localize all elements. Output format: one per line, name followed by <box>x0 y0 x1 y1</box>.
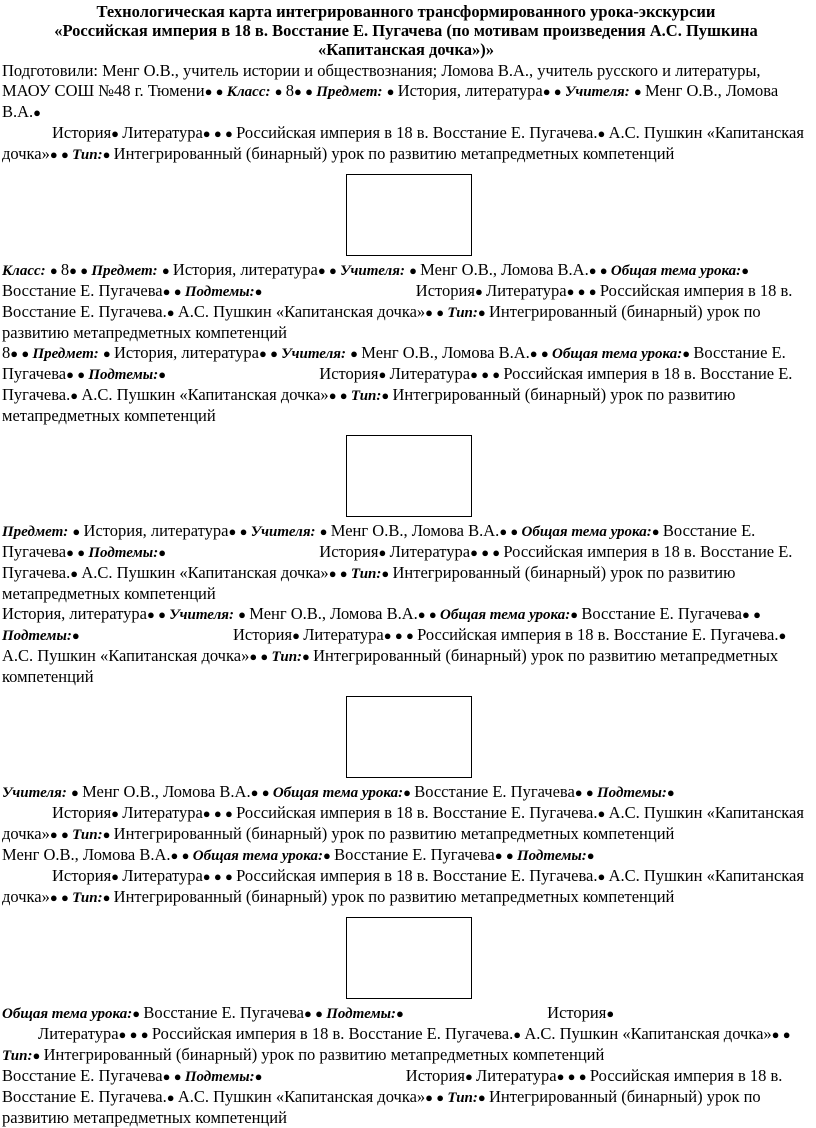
label-subject: Предмет: <box>316 84 383 100</box>
paragraph: Общая тема урока:● Восстание Е. Пугачева● ● Подтемы:● История● Литература● ● ● Российская империя в 18 в. Восстание Е. Пугачева.● А.С. Пушкин «Капитанская дочка»● ● Тип:● Интегрированный (бинарный) урок по развитию метапредметных компетенций <box>2 1003 791 1064</box>
class-value: 8 <box>60 260 70 279</box>
label-type: Тип: <box>72 147 103 163</box>
topic-value: Восстание Е. Пугачева <box>143 1003 304 1022</box>
literature-text: Литература <box>122 803 203 822</box>
label-subject: Предмет: <box>91 263 158 279</box>
type-value: Интегрированный (бинарный) урок по развитию метапредметных компетенций <box>2 1087 761 1127</box>
pushkin-text: А.С. Пушкин «Капитанская дочка» <box>2 123 804 163</box>
paragraph: 8● ● Предмет: ● История, литература● ● Учителя: ● Менг О.В., Ломова В.А.● ● Общая тема урока:● Восстание Е. Пугачева● ● Подтемы:● История● Литература● ● ● Российская империя в 18 в. Восстание Е. Пугачева.● А.С. Пушкин «Капитанская дочка»● ● Тип:● Интегрированный (бинарный) урок по развитию метапредметных компетенций <box>2 343 793 425</box>
subject-value: История, литература <box>172 260 318 279</box>
history-text: История <box>52 866 112 885</box>
pushkin-text: А.С. Пушкин «Капитанская дочка» <box>524 1024 772 1043</box>
label-subject: Предмет: <box>32 346 99 362</box>
literature-text: Литература <box>389 364 471 383</box>
label-subtopics: Подтемы: <box>88 367 159 383</box>
label-subject: Предмет: <box>2 524 69 540</box>
type-value: Интегрированный (бинарный) урок по развитию метапредметных компетенций <box>2 385 736 425</box>
history-text: История <box>405 1066 465 1085</box>
pushkin-text: А.С. Пушкин «Капитанская дочка» <box>2 803 804 843</box>
label-topic: Общая тема урока: <box>192 848 324 864</box>
literature-text: Литература <box>122 123 203 142</box>
pushkin-text: А.С. Пушкин «Капитанская дочка» <box>2 646 250 665</box>
title-line: «Капитанская дочка»)» <box>318 40 494 59</box>
type-value: Интегрированный (бинарный) урок по развитию метапредметных компетенций <box>43 1045 605 1064</box>
topic-value: Восстание Е. Пугачева <box>2 281 163 300</box>
image-placeholder <box>346 917 472 999</box>
label-topic: Общая тема урока: <box>272 785 404 801</box>
type-value: Интегрированный (бинарный) урок по развитию метапредметных компетенций <box>2 646 779 686</box>
title-line: Технологическая карта интегрированного трансформированного урока-экскурсии <box>96 2 716 21</box>
label-subtopics: Подтемы: <box>184 284 255 300</box>
pushkin-text: А.С. Пушкин «Капитанская дочка» <box>2 866 804 906</box>
label-teachers: Учителя: <box>2 785 67 801</box>
empire-text: Российская империя в 18 в. Восстание Е. Пугачева. <box>2 281 793 321</box>
paragraph: Класс: ● 8● ● Предмет: ● История, литература● ● Учителя: ● Менг О.В., Ломова В.А.● ● Общая тема урока:● Восстание Е. Пугачева● ● Подтемы:● История● Литература● ● ● Российская империя в 18 в. Восстание Е. Пугачева.● А.С. Пушкин «Капитанская дочка»● ● Тип:● Интегрированный (бинарный) урок по развитию метапредметных компетенций <box>2 260 793 342</box>
type-value: Интегрированный (бинарный) урок по развитию метапредметных компетенций <box>113 887 675 906</box>
topic-value: Восстание Е. Пугачева <box>2 521 756 561</box>
teachers-value: Менг О.В., Ломова В.А. <box>249 604 418 623</box>
pushkin-text: А.С. Пушкин «Капитанская дочка» <box>177 302 426 321</box>
label-teachers: Учителя: <box>169 607 235 623</box>
empire-text: Российская империя в 18 в. Восстание Е. Пугачева. <box>417 625 779 644</box>
subject-value: История, литература <box>114 343 259 362</box>
label-class: Класс: <box>226 84 271 100</box>
authors-text: Подготовили: Менг О.В., учитель истории и обществознания; Ломова В.А., учитель русского и литературы, МАОУ СОШ №48 г. Тюмени <box>2 61 761 100</box>
type-value: Интегрированный (бинарный) урок по развитию метапредметных компетенций <box>113 144 675 163</box>
topic-value: Восстание Е. Пугачева <box>581 604 742 623</box>
paragraph: Восстание Е. Пугачева● ● Подтемы:● История● Литература● ● ● Российская империя в 18 в. Восстание Е. Пугачева.● А.С. Пушкин «Капитанская дочка»● ● Тип:● Интегрированный (бинарный) урок по развитию метапредметных компетенций <box>2 1066 783 1127</box>
teachers-value: Менг О.В., Ломова В.А. <box>361 343 530 362</box>
subject-value: История, литература <box>83 521 229 540</box>
label-class: Класс: <box>2 263 46 279</box>
literature-text: Литература <box>389 542 471 561</box>
empire-text: Российская империя в 18 в. Восстание Е. Пугачева. <box>236 123 598 142</box>
label-type: Тип: <box>447 1090 478 1106</box>
history-text: История <box>319 364 379 383</box>
label-type: Тип: <box>271 649 303 665</box>
image-placeholder <box>346 435 472 517</box>
subject-value: История, литература <box>397 81 543 100</box>
literature-text: Литература <box>303 625 384 644</box>
pushkin-text: А.С. Пушкин «Капитанская дочка» <box>81 563 329 582</box>
literature-text: Литература <box>476 1066 557 1085</box>
empire-text: Российская империя в 18 в. Восстание Е. Пугачева. <box>2 1066 783 1106</box>
type-value: Интегрированный (бинарный) урок по развитию метапредметных компетенций <box>2 302 761 342</box>
literature-text: Литература <box>122 866 203 885</box>
teachers-value: Менг О.В., Ломова В.А. <box>330 521 500 540</box>
label-subtopics: Подтемы: <box>597 785 667 801</box>
history-text: История <box>319 542 379 561</box>
label-topic: Общая тема урока: <box>521 524 652 540</box>
label-topic: Общая тема урока: <box>610 263 742 279</box>
type-value: Интегрированный (бинарный) урок по развитию метапредметных компетенций <box>113 824 675 843</box>
teachers-value: Менг О.В., Ломова В.А. <box>82 782 251 801</box>
paragraph: Менг О.В., Ломова В.А.● ● Общая тема урока:● Восстание Е. Пугачева● ● Подтемы:● История● Литература● ● ● Российская империя в 18 в. Восстание Е. Пугачева.● А.С. Пушкин «Капитанская дочка»● ● Тип:● Интегрированный (бинарный) урок по развитию метапредметных компетенций <box>2 845 804 906</box>
label-teachers: Учителя: <box>564 84 630 100</box>
title-line: «Российская империя в 18 в. Восстание Е. Пугачева (по мотивам произведения А.С. Пушкина <box>54 21 758 40</box>
literature-text: Литература <box>38 1024 119 1043</box>
label-teachers: Учителя: <box>340 263 405 279</box>
type-value: Интегрированный (бинарный) урок по развитию метапредметных компетенций <box>2 563 736 603</box>
paragraph: Предмет: ● История, литература● ● Учителя: ● Менг О.В., Ломова В.А.● ● Общая тема урока:● Восстание Е. Пугачева● ● Подтемы:● История● Литература● ● ● Российская империя в 18 в. Восстание Е. Пугачева.● А.С. Пушкин «Капитанская дочка»● ● Тип:● Интегрированный (бинарный) урок по развитию метапредметных компетенций <box>2 521 793 603</box>
label-subtopics: Подтемы: <box>88 545 159 561</box>
empire-text: Российская империя в 18 в. Восстание Е. Пугачева. <box>236 803 598 822</box>
history-text: История <box>415 281 475 300</box>
class-value: 8 <box>285 81 294 100</box>
teachers-value: Менг О.В., Ломова В.А. <box>420 260 589 279</box>
topic-value: Восстание Е. Пугачева <box>414 782 575 801</box>
label-type: Тип: <box>2 1048 33 1064</box>
empire-text: Российская империя в 18 в. Восстание Е. Пугачева. <box>2 364 793 404</box>
empire-text: Российская империя в 18 в. Восстание Е. Пугачева. <box>236 866 598 885</box>
label-type: Тип: <box>447 305 478 321</box>
pushkin-text: А.С. Пушкин «Капитанская дочка» <box>177 1087 426 1106</box>
image-placeholder <box>346 174 472 256</box>
label-teachers: Учителя: <box>281 346 347 362</box>
paragraph: Подготовили: Менг О.В., учитель истории и обществознания; Ломова В.А., учитель русского и литературы, МАОУ СОШ №48 г. Тюмени● ● Класс: ● 8● ● Предмет: ● История, литература● ● Учителя: ● Менг О.В., Ломова В.А.● История● Литература● ● ● Российская империя в 18 в. Восстание Е. Пугачева.● А.С. Пушкин «Капитанская дочка»● ● Тип:● Интегрированный (бинарный) урок по развитию метапредметных компетенций <box>2 61 804 163</box>
empire-text: Российская империя в 18 в. Восстание Е. Пугачева. <box>2 542 793 582</box>
literature-text: Литература <box>486 281 567 300</box>
label-subtopics: Подтемы: <box>326 1006 397 1022</box>
topic-value: Восстание Е. Пугачева <box>2 1066 163 1085</box>
pushkin-text: А.С. Пушкин «Капитанская дочка» <box>81 385 329 404</box>
history-text: История <box>232 625 293 644</box>
topic-value: Восстание Е. Пугачева <box>2 343 786 383</box>
label-type: Тип: <box>72 890 103 906</box>
paragraph: История, литература● ● Учителя: ● Менг О.В., Ломова В.А.● ● Общая тема урока:● Восстание Е. Пугачева● ● Подтемы:● История● Литература● ● ● Российская империя в 18 в. Восстание Е. Пугачева.● А.С. Пушкин «Капитанская дочка»● ● Тип:● Интегрированный (бинарный) урок по развитию метапредметных компетенций <box>2 604 787 686</box>
label-subtopics: Подтемы: <box>2 628 72 644</box>
label-topic: Общая тема урока: <box>552 346 683 362</box>
teachers-value: Менг О.В., Ломова В.А. <box>2 845 171 864</box>
label-teachers: Учителя: <box>250 524 316 540</box>
subject-value: История, литература <box>2 604 147 623</box>
label-subtopics: Подтемы: <box>184 1069 255 1085</box>
label-subtopics: Подтемы: <box>516 848 587 864</box>
history-text: История <box>52 803 112 822</box>
image-placeholder <box>346 696 472 778</box>
topic-value: Восстание Е. Пугачева <box>334 845 495 864</box>
label-topic: Общая тема урока: <box>2 1006 133 1022</box>
empire-text: Российская империя в 18 в. Восстание Е. Пугачева. <box>151 1024 514 1043</box>
label-type: Тип: <box>350 388 382 404</box>
label-topic: Общая тема урока: <box>440 607 571 623</box>
history-text: История <box>547 1003 607 1022</box>
paragraph: Учителя: ● Менг О.В., Ломова В.А.● ● Общая тема урока:● Восстание Е. Пугачева● ● Подтемы:● История● Литература● ● ● Российская империя в 18 в. Восстание Е. Пугачева.● А.С. Пушкин «Капитанская дочка»● ● Тип:● Интегрированный (бинарный) урок по развитию метапредметных компетенций <box>2 782 804 843</box>
history-text: История <box>52 123 112 142</box>
document-title <box>30 2 782 59</box>
class-value: 8 <box>2 343 11 362</box>
teachers-value: Менг О.В., Ломова В.А. <box>2 81 779 121</box>
label-type: Тип: <box>350 566 382 582</box>
label-type: Тип: <box>72 827 103 843</box>
